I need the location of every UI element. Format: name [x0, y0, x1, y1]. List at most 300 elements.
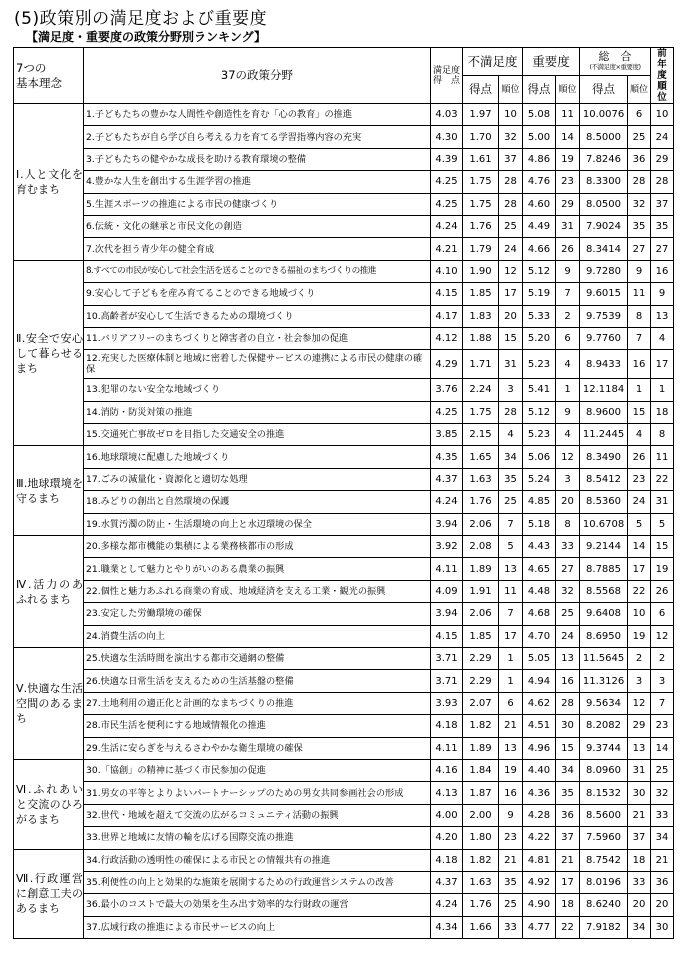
policy-field-name: 8.すべての市民が安心して社会生活を送ることのできる福祉のまちづくりの推進 [84, 260, 431, 282]
importance-rank: 20 [556, 491, 580, 513]
table-row [14, 446, 674, 468]
prev-year-rank: 28 [651, 171, 674, 193]
policy-field-name: 25.快適な生活時間を演出する都市交通網の整備 [84, 647, 431, 669]
total-rank: 3 [628, 670, 651, 692]
dissatisfaction-rank: 21 [499, 849, 523, 871]
importance-rank: 35 [556, 782, 580, 804]
total-rank: 2 [628, 647, 651, 669]
policy-field-name: 16.地球環境に配慮した地域づくり [84, 446, 431, 468]
policy-field-name: 2.子どもたちが自ら学び自ら考える力を育てる学習指導内容の充実 [84, 126, 431, 148]
prev-year-rank: 2 [651, 647, 674, 669]
policy-field-name: 3.子どもたちの健やかな成長を助ける教育環境の整備 [84, 148, 431, 170]
importance-rank: 33 [556, 536, 580, 558]
dissatisfaction-rank: 37 [499, 148, 523, 170]
philosophy-label: Ⅶ.行政運営に創意工夫のあるまち [14, 849, 84, 939]
table-body [14, 104, 674, 939]
importance-score: 4.66 [523, 238, 556, 260]
total-score: 8.6240 [580, 894, 628, 916]
policy-field-name: 24.消費生活の向上 [84, 625, 431, 647]
total-score: 9.7760 [580, 327, 628, 349]
header-prev-rank: 前年度順位 [651, 48, 674, 104]
importance-rank: 15 [556, 737, 580, 759]
dissatisfaction-rank: 17 [499, 283, 523, 305]
satisfaction-score: 4.25 [431, 401, 463, 423]
total-score: 8.0500 [580, 193, 628, 215]
total-rank: 33 [628, 871, 651, 893]
satisfaction-score: 4.35 [431, 446, 463, 468]
prev-year-rank: 12 [651, 625, 674, 647]
policy-field-name: 34.行政活動の透明性の確保による市民との情報共有の推進 [84, 849, 431, 871]
satisfaction-score: 4.10 [431, 260, 463, 282]
importance-rank: 34 [556, 759, 580, 781]
table-row [14, 849, 674, 871]
satisfaction-score: 4.18 [431, 715, 463, 737]
dissatisfaction-rank: 23 [499, 827, 523, 849]
dissatisfaction-rank: 28 [499, 401, 523, 423]
importance-rank: 9 [556, 401, 580, 423]
satisfaction-score: 3.92 [431, 536, 463, 558]
total-score: 10.6708 [580, 513, 628, 535]
prev-year-rank: 15 [651, 536, 674, 558]
importance-rank: 4 [556, 424, 580, 446]
table-subtitle: 【満足度・重要度の政策分野別ランキング】 [26, 30, 267, 44]
satisfaction-score: 3.94 [431, 603, 463, 625]
header-score: 得点 [523, 76, 556, 104]
prev-year-rank: 17 [651, 350, 674, 379]
header-total-sub: (不満足度×重要度) [589, 62, 641, 71]
importance-rank: 28 [556, 692, 580, 714]
table-row [14, 916, 674, 938]
importance-rank: 22 [556, 916, 580, 938]
total-score: 9.6408 [580, 603, 628, 625]
importance-score: 4.85 [523, 491, 556, 513]
prev-year-rank: 10 [651, 104, 674, 126]
policy-field-name: 7.次代を担う青少年の健全育成 [84, 238, 431, 260]
importance-score: 4.22 [523, 827, 556, 849]
importance-rank: 31 [556, 215, 580, 237]
importance-rank: 36 [556, 804, 580, 826]
policy-field-name: 23.安定した労働環境の確保 [84, 603, 431, 625]
table-row [14, 379, 674, 401]
prev-year-rank: 19 [651, 558, 674, 580]
prev-year-rank: 9 [651, 283, 674, 305]
dissatisfaction-score: 1.70 [463, 126, 499, 148]
importance-score: 5.33 [523, 305, 556, 327]
total-rank: 10 [628, 603, 651, 625]
total-rank: 14 [628, 536, 651, 558]
total-rank: 12 [628, 692, 651, 714]
dissatisfaction-score: 1.82 [463, 849, 499, 871]
importance-score: 5.23 [523, 350, 556, 379]
total-score: 8.1532 [580, 782, 628, 804]
total-score: 7.9182 [580, 916, 628, 938]
dissatisfaction-score: 1.85 [463, 283, 499, 305]
header-satisfaction-score: 満足度 得 点 [431, 48, 463, 104]
total-rank: 30 [628, 782, 651, 804]
importance-score: 5.23 [523, 424, 556, 446]
total-score: 8.3490 [580, 446, 628, 468]
total-score: 8.5000 [580, 126, 628, 148]
total-score: 7.5960 [580, 827, 628, 849]
total-rank: 26 [628, 446, 651, 468]
dissatisfaction-score: 1.97 [463, 104, 499, 126]
dissatisfaction-score: 1.63 [463, 468, 499, 490]
header-policy-field: 37の政策分野 [84, 48, 431, 104]
satisfaction-score: 4.17 [431, 305, 463, 327]
total-rank: 4 [628, 424, 651, 446]
total-rank: 29 [628, 715, 651, 737]
satisfaction-score: 4.21 [431, 238, 463, 260]
total-rank: 19 [628, 625, 651, 647]
satisfaction-score: 4.03 [431, 104, 463, 126]
dissatisfaction-rank: 13 [499, 558, 523, 580]
dissatisfaction-rank: 31 [499, 350, 523, 379]
table-row [14, 148, 674, 170]
prev-year-rank: 27 [651, 238, 674, 260]
importance-score: 4.81 [523, 849, 556, 871]
dissatisfaction-rank: 33 [499, 916, 523, 938]
table-row [14, 558, 674, 580]
total-score: 9.3744 [580, 737, 628, 759]
satisfaction-score: 3.93 [431, 692, 463, 714]
importance-score: 5.20 [523, 327, 556, 349]
prev-year-rank: 18 [651, 401, 674, 423]
importance-score: 4.49 [523, 215, 556, 237]
table-row [14, 827, 674, 849]
dissatisfaction-score: 1.82 [463, 715, 499, 737]
policy-field-name: 21.職業として魅力とやりがいのある農業の振興 [84, 558, 431, 580]
dissatisfaction-rank: 35 [499, 871, 523, 893]
importance-rank: 25 [556, 603, 580, 625]
policy-field-name: 9.安心して子どもを産み育てることのできる地域づくり [84, 283, 431, 305]
table-row [14, 782, 674, 804]
policy-field-name: 18.みどりの創出と自然環境の保護 [84, 491, 431, 513]
total-score: 9.2144 [580, 536, 628, 558]
philosophy-label: Ⅰ.人と文化を育むまち [14, 104, 84, 261]
dissatisfaction-score: 2.15 [463, 424, 499, 446]
philosophy-label: Ⅲ.地球環境を守るまち [14, 446, 84, 536]
total-score: 8.0960 [580, 759, 628, 781]
dissatisfaction-rank: 20 [499, 305, 523, 327]
dissatisfaction-score: 2.08 [463, 536, 499, 558]
satisfaction-score: 4.20 [431, 827, 463, 849]
dissatisfaction-rank: 7 [499, 513, 523, 535]
importance-score: 4.77 [523, 916, 556, 938]
importance-score: 4.62 [523, 692, 556, 714]
total-score: 7.9024 [580, 215, 628, 237]
header-score: 得点 [580, 76, 628, 104]
dissatisfaction-score: 2.24 [463, 379, 499, 401]
prev-year-rank: 36 [651, 871, 674, 893]
policy-field-name: 28.市民生活を便利にする地域情報化の推進 [84, 715, 431, 737]
dissatisfaction-rank: 12 [499, 260, 523, 282]
dissatisfaction-score: 1.83 [463, 305, 499, 327]
dissatisfaction-score: 1.90 [463, 260, 499, 282]
total-score: 11.3126 [580, 670, 628, 692]
importance-rank: 26 [556, 238, 580, 260]
prev-year-rank: 25 [651, 759, 674, 781]
dissatisfaction-score: 2.06 [463, 603, 499, 625]
table-row [14, 871, 674, 893]
total-score: 10.0076 [580, 104, 628, 126]
policy-field-name: 27.土地利用の適正化と計画的なまちづくりの推進 [84, 692, 431, 714]
table-row [14, 715, 674, 737]
policy-field-name: 6.伝統・文化の継承と市民文化の創造 [84, 215, 431, 237]
satisfaction-score: 4.11 [431, 558, 463, 580]
importance-score: 4.43 [523, 536, 556, 558]
dissatisfaction-rank: 25 [499, 491, 523, 513]
philosophy-label: Ⅴ.快適な生活空間のあるまち [14, 647, 84, 759]
total-rank: 34 [628, 916, 651, 938]
policy-field-name: 35.利便性の向上と効果的な施策を展開するための行政運営システムの改善 [84, 871, 431, 893]
dissatisfaction-rank: 3 [499, 379, 523, 401]
dissatisfaction-rank: 32 [499, 126, 523, 148]
importance-score: 5.12 [523, 260, 556, 282]
satisfaction-score: 4.00 [431, 804, 463, 826]
total-rank: 27 [628, 238, 651, 260]
dissatisfaction-score: 1.75 [463, 171, 499, 193]
prev-year-rank: 4 [651, 327, 674, 349]
importance-score: 5.06 [523, 446, 556, 468]
importance-score: 4.60 [523, 193, 556, 215]
importance-score: 5.08 [523, 104, 556, 126]
dissatisfaction-rank: 13 [499, 737, 523, 759]
header-philosophy: 7つの 基本理念 [14, 48, 84, 104]
header-rank: 順位 [499, 76, 523, 104]
header-importance: 重要度 [523, 48, 580, 76]
total-score: 8.5360 [580, 491, 628, 513]
total-rank: 23 [628, 468, 651, 490]
total-score: 11.5645 [580, 647, 628, 669]
table-row [14, 580, 674, 602]
table-row [14, 104, 674, 126]
prev-year-rank: 33 [651, 804, 674, 826]
total-rank: 28 [628, 171, 651, 193]
total-score: 8.9600 [580, 401, 628, 423]
table-row [14, 692, 674, 714]
satisfaction-score: 3.76 [431, 379, 463, 401]
total-score: 8.0196 [580, 871, 628, 893]
importance-rank: 19 [556, 148, 580, 170]
dissatisfaction-rank: 9 [499, 804, 523, 826]
prev-year-rank: 23 [651, 715, 674, 737]
dissatisfaction-rank: 7 [499, 603, 523, 625]
dissatisfaction-score: 1.66 [463, 916, 499, 938]
importance-score: 4.48 [523, 580, 556, 602]
dissatisfaction-rank: 10 [499, 104, 523, 126]
policy-field-name: 11.バリアフリーのまちづくりと障害者の自立・社会参加の促進 [84, 327, 431, 349]
total-rank: 21 [628, 804, 651, 826]
total-rank: 36 [628, 148, 651, 170]
page-title: (5)政策別の満足度および重要度 [14, 9, 268, 29]
policy-field-name: 10.高齢者が安心して生活できるための環境づくり [84, 305, 431, 327]
policy-field-name: 32.世代・地域を超えて交流の広がるコミュニティ活動の振興 [84, 804, 431, 826]
prev-year-rank: 14 [651, 737, 674, 759]
satisfaction-score: 4.24 [431, 491, 463, 513]
table-row [14, 350, 674, 379]
dissatisfaction-score: 1.87 [463, 782, 499, 804]
importance-rank: 1 [556, 379, 580, 401]
prev-year-rank: 1 [651, 379, 674, 401]
total-rank: 18 [628, 849, 651, 871]
importance-rank: 16 [556, 670, 580, 692]
policy-field-name: 22.個性と魅力あふれる商業の育成、地域経済を支える工業・観光の振興 [84, 580, 431, 602]
satisfaction-score: 4.29 [431, 350, 463, 379]
importance-score: 5.18 [523, 513, 556, 535]
importance-score: 4.40 [523, 759, 556, 781]
dissatisfaction-rank: 25 [499, 894, 523, 916]
importance-score: 5.41 [523, 379, 556, 401]
dissatisfaction-score: 1.75 [463, 193, 499, 215]
header-score: 得点 [463, 76, 499, 104]
policy-field-name: 13.犯罪のない安全な地域づくり [84, 379, 431, 401]
dissatisfaction-rank: 17 [499, 625, 523, 647]
total-score: 8.7885 [580, 558, 628, 580]
satisfaction-score: 4.15 [431, 625, 463, 647]
dissatisfaction-score: 1.76 [463, 491, 499, 513]
total-score: 7.8246 [580, 148, 628, 170]
importance-rank: 32 [556, 580, 580, 602]
dissatisfaction-rank: 35 [499, 468, 523, 490]
importance-rank: 23 [556, 171, 580, 193]
policy-field-name: 30.「協創」の精神に基づく市民参加の促進 [84, 759, 431, 781]
importance-score: 4.86 [523, 148, 556, 170]
dissatisfaction-score: 1.91 [463, 580, 499, 602]
total-score: 11.2445 [580, 424, 628, 446]
importance-rank: 14 [556, 126, 580, 148]
dissatisfaction-rank: 11 [499, 580, 523, 602]
satisfaction-score: 4.16 [431, 759, 463, 781]
total-rank: 9 [628, 260, 651, 282]
total-rank: 32 [628, 193, 651, 215]
importance-score: 5.05 [523, 647, 556, 669]
importance-rank: 2 [556, 305, 580, 327]
dissatisfaction-rank: 19 [499, 759, 523, 781]
importance-score: 4.28 [523, 804, 556, 826]
satisfaction-score: 3.94 [431, 513, 463, 535]
total-rank: 16 [628, 350, 651, 379]
importance-score: 4.68 [523, 603, 556, 625]
total-score: 8.6950 [580, 625, 628, 647]
prev-year-rank: 26 [651, 580, 674, 602]
importance-score: 4.51 [523, 715, 556, 737]
policy-field-name: 36.最小のコストで最大の効果を生み出す効率的な行財政の運営 [84, 894, 431, 916]
dissatisfaction-score: 1.63 [463, 871, 499, 893]
importance-score: 5.19 [523, 283, 556, 305]
prev-year-rank: 34 [651, 827, 674, 849]
satisfaction-score: 4.37 [431, 871, 463, 893]
importance-rank: 21 [556, 849, 580, 871]
header-dissatisfaction: 不満足度 [463, 48, 523, 76]
dissatisfaction-score: 2.00 [463, 804, 499, 826]
importance-rank: 7 [556, 283, 580, 305]
total-score: 8.9433 [580, 350, 628, 379]
importance-rank: 8 [556, 513, 580, 535]
table-row [14, 804, 674, 826]
table-row [14, 215, 674, 237]
total-score: 8.5412 [580, 468, 628, 490]
table-row [14, 424, 674, 446]
importance-rank: 18 [556, 894, 580, 916]
dissatisfaction-score: 2.07 [463, 692, 499, 714]
prev-year-rank: 29 [651, 148, 674, 170]
header-total-label: 総 合 [598, 49, 632, 63]
total-score: 8.7542 [580, 849, 628, 871]
prev-year-rank: 21 [651, 849, 674, 871]
importance-score: 4.92 [523, 871, 556, 893]
importance-rank: 4 [556, 350, 580, 379]
total-rank: 20 [628, 894, 651, 916]
total-rank: 17 [628, 558, 651, 580]
satisfaction-score: 4.30 [431, 126, 463, 148]
table-row [14, 283, 674, 305]
importance-score: 4.36 [523, 782, 556, 804]
importance-score: 4.94 [523, 670, 556, 692]
table-row [14, 625, 674, 647]
total-rank: 22 [628, 580, 651, 602]
total-score: 9.7539 [580, 305, 628, 327]
table-row [14, 759, 674, 781]
total-rank: 24 [628, 491, 651, 513]
dissatisfaction-score: 1.89 [463, 558, 499, 580]
dissatisfaction-score: 1.80 [463, 827, 499, 849]
prev-year-rank: 6 [651, 603, 674, 625]
prev-year-rank: 32 [651, 782, 674, 804]
dissatisfaction-rank: 21 [499, 715, 523, 737]
importance-rank: 11 [556, 104, 580, 126]
header-total [580, 48, 651, 76]
policy-field-name: 14.消防・防災対策の推進 [84, 401, 431, 423]
satisfaction-score: 4.13 [431, 782, 463, 804]
satisfaction-score: 4.24 [431, 215, 463, 237]
prev-year-rank: 7 [651, 692, 674, 714]
importance-rank: 29 [556, 193, 580, 215]
table-row [14, 401, 674, 423]
table-row [14, 603, 674, 625]
importance-rank: 6 [556, 327, 580, 349]
dissatisfaction-score: 1.75 [463, 401, 499, 423]
dissatisfaction-score: 1.84 [463, 759, 499, 781]
policy-field-name: 12.充実した医療体制と地域に密着した保健サービスの連携による市民の健康の確保 [84, 350, 431, 379]
importance-rank: 3 [556, 468, 580, 490]
philosophy-label: Ⅳ.活力のあふれるまち [14, 536, 84, 648]
table-row [14, 647, 674, 669]
dissatisfaction-score: 2.29 [463, 670, 499, 692]
prev-year-rank: 24 [651, 126, 674, 148]
policy-field-name: 29.生活に安らぎを与えるさわやかな衛生環境の確保 [84, 737, 431, 759]
prev-year-rank: 37 [651, 193, 674, 215]
total-rank: 25 [628, 126, 651, 148]
importance-score: 4.70 [523, 625, 556, 647]
total-score: 9.7280 [580, 260, 628, 282]
importance-score: 4.65 [523, 558, 556, 580]
dissatisfaction-score: 1.71 [463, 350, 499, 379]
dissatisfaction-score: 1.76 [463, 215, 499, 237]
satisfaction-score: 3.85 [431, 424, 463, 446]
prev-year-rank: 8 [651, 424, 674, 446]
dissatisfaction-rank: 16 [499, 782, 523, 804]
total-score: 9.5634 [580, 692, 628, 714]
importance-score: 4.90 [523, 894, 556, 916]
policy-field-name: 19.水質汚濁の防止・生活環境の向上と水辺環境の保全 [84, 513, 431, 535]
satisfaction-score: 3.71 [431, 670, 463, 692]
importance-rank: 17 [556, 871, 580, 893]
satisfaction-score: 4.34 [431, 916, 463, 938]
importance-score: 4.96 [523, 737, 556, 759]
table-row [14, 327, 674, 349]
table-row [14, 491, 674, 513]
satisfaction-score: 4.25 [431, 193, 463, 215]
